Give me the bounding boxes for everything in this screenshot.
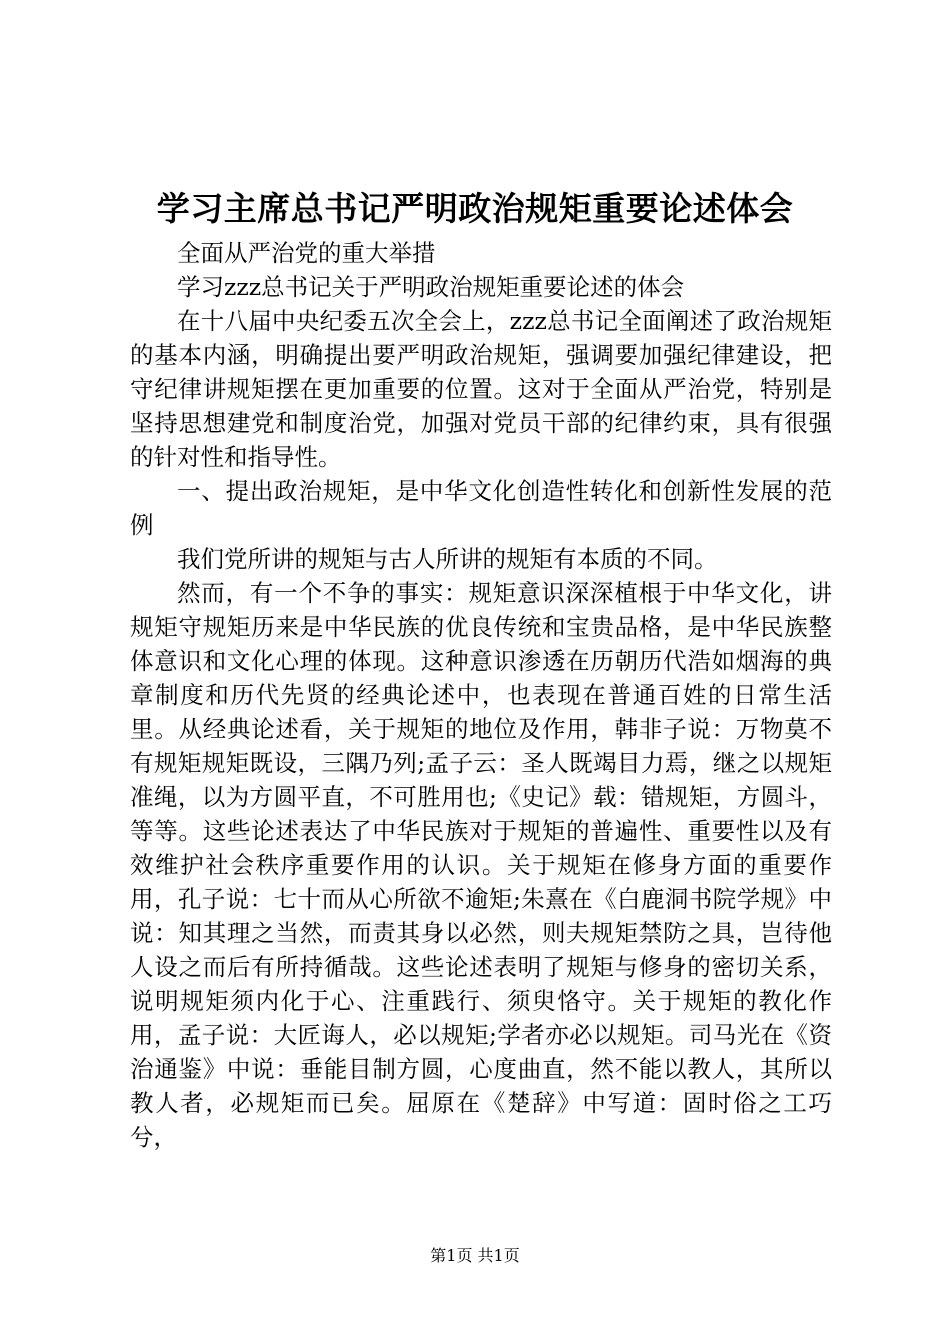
document-body	[130, 236, 832, 1154]
body-paragraph: 在十八届中央纪委五次全会上，zzz总书记全面阐述了政治规矩的基本内涵，明确提出要严明政治规矩，强调要加强纪律建设，把守纪律讲规矩摆在更加重要的位置。这对于全面从严治党，特别是坚持思想建党和制度治党，加强对党员干部的纪律约束，具有很强的针对性和指导性。	[130, 307, 832, 471]
body-paragraph: 我们党所讲的规矩与古人所讲的规矩有本质的不同。	[177, 545, 718, 573]
page-footer: 第1页 共1页	[430, 1246, 520, 1265]
subtitle-paragraph: 学习zzz总书记关于严明政治规矩重要论述的体会	[177, 273, 685, 301]
subtitle-paragraph: 全面从严治党的重大举措	[177, 239, 436, 267]
body-paragraph: 然而，有一个不争的事实：规矩意识深深植根于中华文化，讲规矩守规矩历来是中华民族的优良传统和宝贵品格，是中华民族整体意识和文化心理的体现。这种意识渗透在历朝历代浩如烟海的典章制度和历代先贤的经典论述中，也表现在普通百姓的日常生活里。从经典论述看，关于规矩的地位及作用，韩非子说：万物莫不有规矩规矩既设，三隅乃列;孟子云：圣人既竭目力焉，继之以规矩准绳，以为方圆平直，不可胜用也;《史记》载：错规矩，方圆斗，等等。这些论述表达了中华民族对于规矩的普遍性、重要性以及有效维护社会秩序重要作用的认识。关于规矩在修身方面的重要作用，孔子说：七十而从心所欲不逾矩;朱熹在《白鹿洞书院学规》中说：知其理之当然，而责其身以必然，则夫规矩禁防之具，岂待他人设之而后有所持循哉。这些论述表明了规矩与修身的密切关系，说明规矩须内化于心、注重践行、须臾恪守。关于规矩的教化作用，孟子说：大匠诲人，必以规矩;学者亦必以规矩。司马光在《资治通鉴》中说：垂能目制方圆，心度曲直，然不能以教人，其所以教人者，必规矩而已矣。屈原在《楚辞》中写道：固时俗之工巧兮，	[130, 579, 832, 1151]
document-title: 学习主席总书记严明政治规矩重要论述体会	[156, 189, 794, 228]
section-heading: 一、提出政治规矩，是中华文化创造性转化和创新性发展的范例	[130, 477, 832, 539]
